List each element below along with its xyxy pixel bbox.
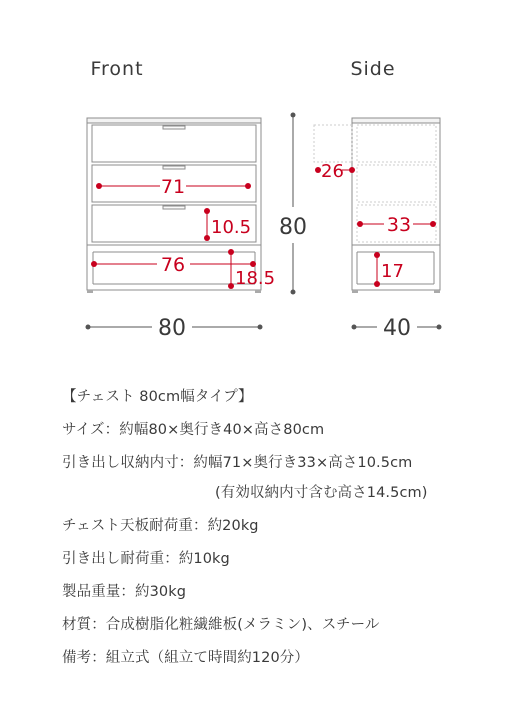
dim-18-5-dot-top <box>228 249 234 255</box>
front-handle-2 <box>163 166 185 169</box>
front-dimensions <box>91 176 275 289</box>
front-foot-right <box>255 290 261 293</box>
front-drawer-1 <box>92 125 256 162</box>
spec-drawer-load: 引き出し耐荷重：約10kg <box>62 551 230 567</box>
dim-17-dot-top <box>374 252 380 258</box>
front-view-title: Front <box>90 58 144 80</box>
dim-total-height-dot-bottom <box>291 290 296 295</box>
spec-notes: 備考：組立式（組立て時間約120分） <box>62 650 309 666</box>
dim-10-5-dot-top <box>204 208 210 214</box>
dim-18-5-dot-bottom <box>228 283 234 289</box>
dim-33-label: 33 <box>386 214 412 236</box>
dim-total-width-dot-left <box>86 325 91 330</box>
front-top-panel <box>87 118 261 123</box>
spec-drawer-inner-note: (有効収納内寸含む高さ14.5cm) <box>215 485 428 501</box>
side-top-panel <box>352 118 440 123</box>
dim-71-dot-right <box>245 183 251 189</box>
dim-total-depth-dot-right <box>437 325 442 330</box>
side-pulled-drawer <box>314 125 352 162</box>
dim-total-depth-label: 40 <box>383 316 411 341</box>
dim-71-label: 71 <box>160 176 186 198</box>
dim-total-height-label: 80 <box>279 215 307 240</box>
side-drawer-outline-1 <box>357 125 436 162</box>
dim-33-dot-right <box>430 221 436 227</box>
dim-76-dot-right <box>250 261 256 267</box>
dim-18-5-label: 18.5 <box>235 268 276 289</box>
spec-list <box>62 388 512 667</box>
dim-10-5-label: 10.5 <box>211 217 252 238</box>
spec-weight: 製品重量：約30kg <box>62 584 187 600</box>
dim-76-dot-left <box>91 261 97 267</box>
dim-26-label: 26 <box>321 161 344 182</box>
spec-heading: 【チェスト 80cm幅タイプ】 <box>62 389 253 405</box>
dim-76-label: 76 <box>160 254 186 276</box>
dim-total-depth <box>352 316 442 341</box>
front-handle-1 <box>163 126 185 129</box>
side-foot-left <box>352 290 358 293</box>
dim-17-label: 17 <box>381 261 404 282</box>
dim-total-width <box>86 316 263 341</box>
side-drawer-outline-2 <box>357 165 436 202</box>
dim-33-dot-left <box>357 221 363 227</box>
spec-size: サイズ：約幅80×奥行き40×高さ80cm <box>62 422 325 438</box>
dim-total-width-dot-right <box>258 325 263 330</box>
spec-material: 材質：合成樹脂化粧繊維板(メラミン)、スチール <box>62 617 380 633</box>
front-handle-3 <box>163 206 185 209</box>
dim-total-width-label: 80 <box>158 316 186 341</box>
dim-total-height-dot-top <box>291 113 296 118</box>
dim-71-dot-left <box>96 183 102 189</box>
dim-total-depth-dot-left <box>352 325 357 330</box>
side-foot-right <box>434 290 440 293</box>
side-dimensions <box>315 161 436 287</box>
spec-drawer-inner: 引き出し収納内寸：約幅71×奥行き33×高さ10.5cm <box>62 455 413 471</box>
dim-26-dot-right <box>349 167 355 173</box>
dim-10-5-dot-bottom <box>204 235 210 241</box>
spec-top-load: チェスト天板耐荷重：約20kg <box>62 518 259 534</box>
front-foot-left <box>87 290 93 293</box>
dim-total-height <box>279 113 307 295</box>
dim-17-dot-bottom <box>374 281 380 287</box>
side-view-title: Side <box>350 58 396 80</box>
